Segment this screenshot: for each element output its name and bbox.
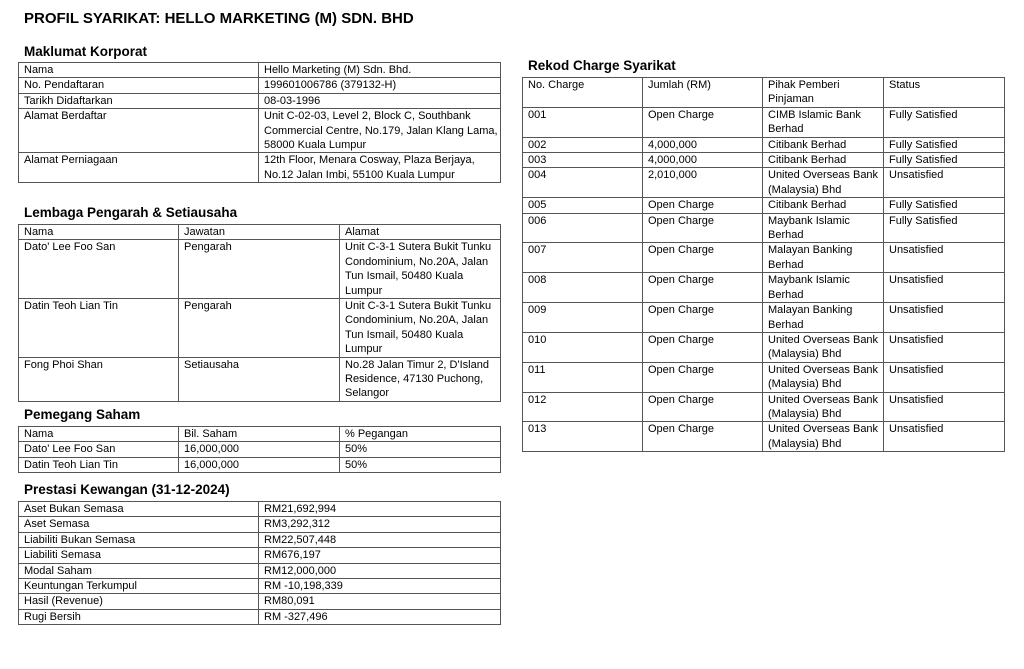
column-header: Jawatan <box>179 225 340 240</box>
column-header: Pihak Pemberi Pinjaman <box>763 78 884 108</box>
table-cell: 08-03-1996 <box>259 93 501 108</box>
table-cell: Open Charge <box>643 362 763 392</box>
table-cell: United Overseas Bank (Malaysia) Bhd <box>763 168 884 198</box>
column-header: Bil. Saham <box>179 427 340 442</box>
table-cell: 16,000,000 <box>179 457 340 472</box>
table-row <box>19 579 501 594</box>
table-cell: No. Pendaftaran <box>19 78 259 93</box>
table-row <box>19 502 501 517</box>
table-cell: Fong Phoi Shan <box>19 357 179 401</box>
table-cell: Datin Teoh Lian Tin <box>19 299 179 358</box>
table-cell: Unit C-3-1 Sutera Bukit Tunku Condominium, No.20A, Jalan Tun Ismail, 50480 Kuala Lumpur <box>340 299 501 358</box>
table-cell: Unsatisfied <box>884 303 1005 333</box>
table-cell: 4,000,000 <box>643 153 763 168</box>
table-row <box>523 362 1005 392</box>
table-cell: Aset Semasa <box>19 517 259 532</box>
table-cell: Dato' Lee Foo San <box>19 240 179 299</box>
table-cell: Malayan Banking Berhad <box>763 243 884 273</box>
table-cell: 006 <box>523 213 643 243</box>
table-row <box>19 517 501 532</box>
column-header: No. Charge <box>523 78 643 108</box>
column-header: Nama <box>19 427 179 442</box>
table-cell: United Overseas Bank (Malaysia) Bhd <box>763 362 884 392</box>
table-cell: Alamat Perniagaan <box>19 153 259 183</box>
table-cell: Open Charge <box>643 243 763 273</box>
table-cell: United Overseas Bank (Malaysia) Bhd <box>763 332 884 362</box>
table-cell: RM -327,496 <box>259 609 501 624</box>
table-row <box>19 532 501 547</box>
table-row <box>19 563 501 578</box>
table-cell: RM3,292,312 <box>259 517 501 532</box>
table-cell: Pengarah <box>179 299 340 358</box>
corporate-table <box>18 62 501 183</box>
table-cell: 013 <box>523 422 643 452</box>
table-row <box>523 198 1005 213</box>
table-cell: Unsatisfied <box>884 362 1005 392</box>
financial-table <box>18 501 501 625</box>
table-cell: Open Charge <box>643 392 763 422</box>
table-cell: Citibank Berhad <box>763 153 884 168</box>
table-row <box>523 107 1005 137</box>
charges-heading: Rekod Charge Syarikat <box>528 58 676 73</box>
corporate-heading: Maklumat Korporat <box>24 44 148 59</box>
table-cell: RM676,197 <box>259 548 501 563</box>
table-row <box>19 93 501 108</box>
table-cell: Open Charge <box>643 107 763 137</box>
table-row <box>19 457 501 472</box>
table-cell: Unsatisfied <box>884 243 1005 273</box>
table-cell: 50% <box>340 442 501 457</box>
column-header: Status <box>884 78 1005 108</box>
table-cell: Fully Satisfied <box>884 107 1005 137</box>
table-cell: Unsatisfied <box>884 168 1005 198</box>
table-cell: 50% <box>340 457 501 472</box>
table-cell: Citibank Berhad <box>763 198 884 213</box>
table-row <box>19 357 501 401</box>
table-cell: Unit C-02-03, Level 2, Block C, Southbank Commercial Centre, No.179, Jalan Klang Lama, 58000 Kuala Lumpur <box>259 109 501 153</box>
table-cell: Liabiliti Bukan Semasa <box>19 532 259 547</box>
table-cell: Hello Marketing (M) Sdn. Bhd. <box>259 63 501 78</box>
table-cell: 2,010,000 <box>643 168 763 198</box>
table-row <box>523 303 1005 333</box>
table-header-row <box>19 225 501 240</box>
table-cell: Open Charge <box>643 422 763 452</box>
column-header: Jumlah (RM) <box>643 78 763 108</box>
table-cell: Rugi Bersih <box>19 609 259 624</box>
table-cell: 004 <box>523 168 643 198</box>
table-cell: Alamat Berdaftar <box>19 109 259 153</box>
shareholders-heading: Pemegang Saham <box>24 407 141 422</box>
table-cell: Modal Saham <box>19 563 259 578</box>
column-header: Nama <box>19 225 179 240</box>
table-cell: Citibank Berhad <box>763 137 884 152</box>
table-cell: Keuntungan Terkumpul <box>19 579 259 594</box>
table-header-row <box>19 427 501 442</box>
table-cell: RM12,000,000 <box>259 563 501 578</box>
table-cell: 002 <box>523 137 643 152</box>
table-cell: 005 <box>523 198 643 213</box>
table-cell: 16,000,000 <box>179 442 340 457</box>
table-row <box>523 137 1005 152</box>
table-row <box>523 422 1005 452</box>
financial-heading: Prestasi Kewangan (31-12-2024) <box>24 482 230 497</box>
table-cell: 009 <box>523 303 643 333</box>
table-cell: Pengarah <box>179 240 340 299</box>
table-cell: Aset Bukan Semasa <box>19 502 259 517</box>
table-cell: Open Charge <box>643 303 763 333</box>
table-header-row <box>523 78 1005 108</box>
table-row <box>19 299 501 358</box>
table-cell: Setiausaha <box>179 357 340 401</box>
table-cell: Fully Satisfied <box>884 213 1005 243</box>
table-cell: Fully Satisfied <box>884 198 1005 213</box>
table-cell: 010 <box>523 332 643 362</box>
table-cell: Maybank Islamic Berhad <box>763 273 884 303</box>
table-cell: Fully Satisfied <box>884 137 1005 152</box>
table-cell: RM80,091 <box>259 594 501 609</box>
charges-table <box>522 77 1005 452</box>
table-cell: RM -10,198,339 <box>259 579 501 594</box>
table-row <box>19 109 501 153</box>
column-header: % Pegangan <box>340 427 501 442</box>
table-cell: 003 <box>523 153 643 168</box>
table-cell: Fully Satisfied <box>884 153 1005 168</box>
table-row <box>19 240 501 299</box>
table-cell: 008 <box>523 273 643 303</box>
table-cell: Unsatisfied <box>884 273 1005 303</box>
table-row <box>523 153 1005 168</box>
table-cell: 012 <box>523 392 643 422</box>
table-cell: Open Charge <box>643 332 763 362</box>
table-row <box>523 243 1005 273</box>
table-row <box>523 168 1005 198</box>
table-row <box>523 392 1005 422</box>
table-row <box>19 609 501 624</box>
table-row <box>523 332 1005 362</box>
board-table <box>18 224 501 402</box>
table-cell: RM22,507,448 <box>259 532 501 547</box>
table-cell: 199601006786 (379132-H) <box>259 78 501 93</box>
table-cell: 12th Floor, Menara Cosway, Plaza Berjaya, No.12 Jalan Imbi, 55100 Kuala Lumpur <box>259 153 501 183</box>
table-cell: CIMB Islamic Bank Berhad <box>763 107 884 137</box>
table-row <box>19 153 501 183</box>
table-cell: Unsatisfied <box>884 422 1005 452</box>
table-row <box>19 78 501 93</box>
table-cell: Nama <box>19 63 259 78</box>
table-cell: Open Charge <box>643 213 763 243</box>
table-cell: No.28 Jalan Timur 2, D'Island Residence, 47130 Puchong, Selangor <box>340 357 501 401</box>
page-title: PROFIL SYARIKAT: HELLO MARKETING (M) SDN. BHD <box>24 10 414 27</box>
table-row <box>19 63 501 78</box>
table-cell: 001 <box>523 107 643 137</box>
table-cell: 007 <box>523 243 643 273</box>
table-cell: Unit C-3-1 Sutera Bukit Tunku Condominium, No.20A, Jalan Tun Ismail, 50480 Kuala Lumpur <box>340 240 501 299</box>
table-cell: Dato' Lee Foo San <box>19 442 179 457</box>
table-cell: United Overseas Bank (Malaysia) Bhd <box>763 392 884 422</box>
table-row <box>523 213 1005 243</box>
table-cell: Maybank Islamic Berhad <box>763 213 884 243</box>
table-row <box>523 273 1005 303</box>
table-row <box>19 442 501 457</box>
table-row <box>19 594 501 609</box>
column-header: Alamat <box>340 225 501 240</box>
table-cell: Unsatisfied <box>884 332 1005 362</box>
table-row <box>19 548 501 563</box>
table-cell: Unsatisfied <box>884 392 1005 422</box>
table-cell: 011 <box>523 362 643 392</box>
table-cell: Liabiliti Semasa <box>19 548 259 563</box>
table-cell: Datin Teoh Lian Tin <box>19 457 179 472</box>
table-cell: Malayan Banking Berhad <box>763 303 884 333</box>
table-cell: Open Charge <box>643 198 763 213</box>
table-cell: United Overseas Bank (Malaysia) Bhd <box>763 422 884 452</box>
shareholders-table <box>18 426 501 473</box>
table-cell: RM21,692,994 <box>259 502 501 517</box>
table-cell: Tarikh Didaftarkan <box>19 93 259 108</box>
table-cell: 4,000,000 <box>643 137 763 152</box>
board-heading: Lembaga Pengarah & Setiausaha <box>24 205 238 220</box>
table-cell: Hasil (Revenue) <box>19 594 259 609</box>
table-cell: Open Charge <box>643 273 763 303</box>
